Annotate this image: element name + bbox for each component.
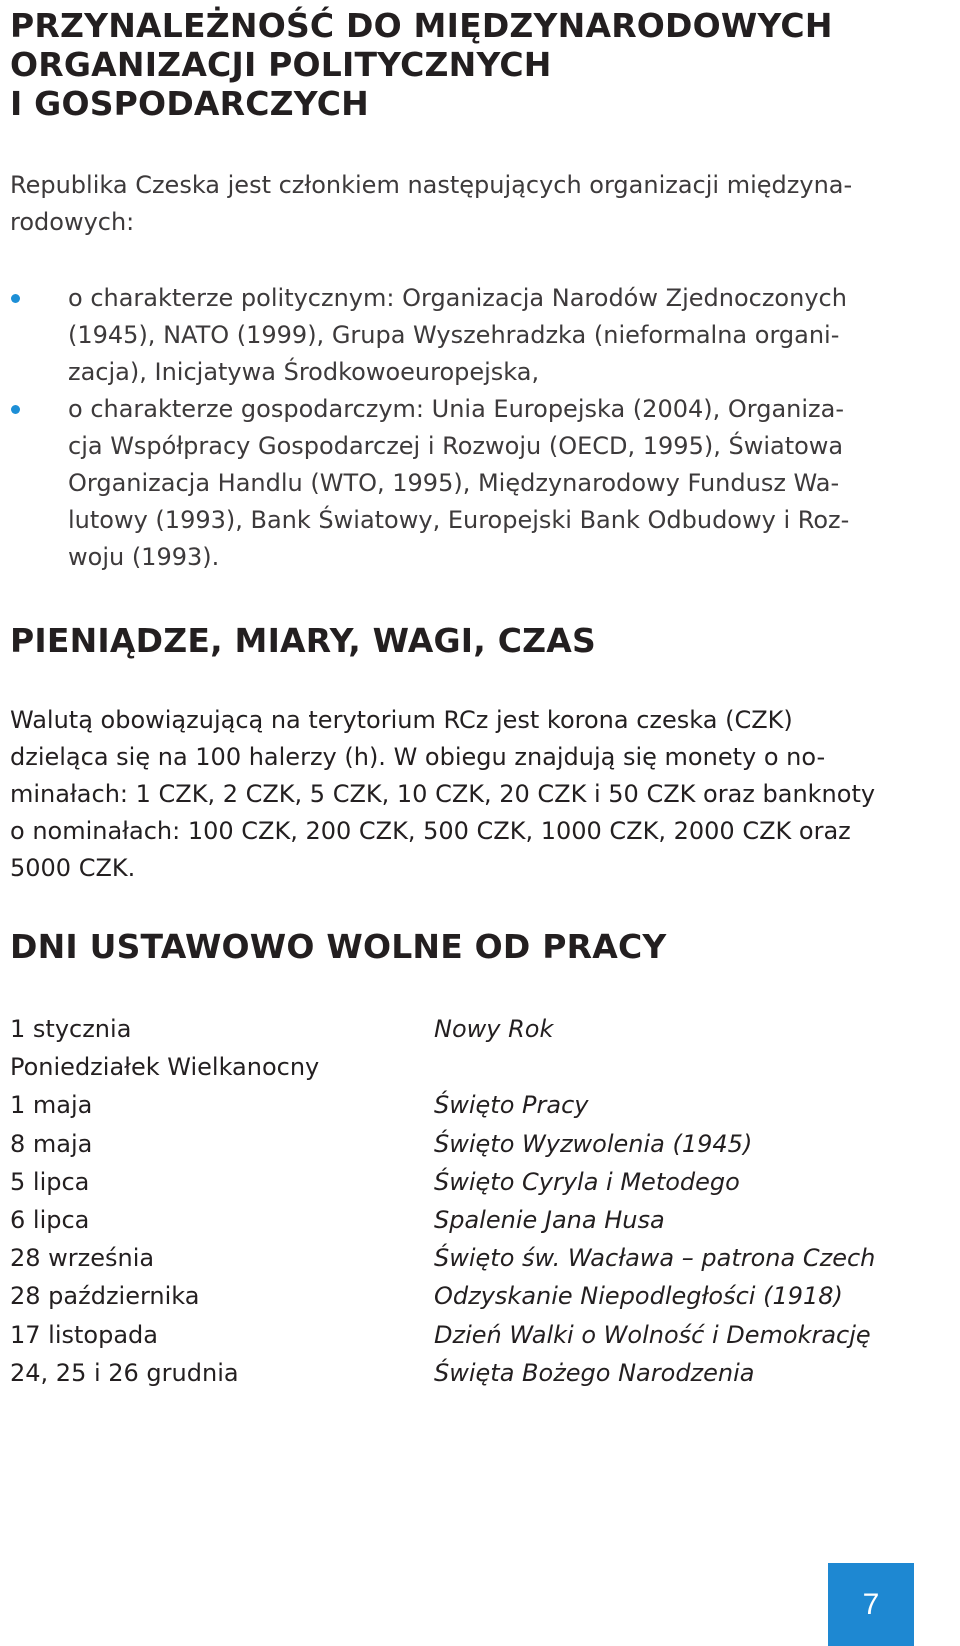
- table-row: [10, 1086, 955, 1124]
- holiday-name: Święto Pracy: [434, 1091, 589, 1120]
- section-title-money: PIENIĄDZE, MIARY, WAGI, CZAS: [10, 621, 596, 660]
- money-paragraph: [10, 702, 955, 887]
- bullet-line: woju (1993).: [68, 543, 220, 571]
- holidays-table: [10, 1010, 955, 1392]
- bullet-line: zacja), Inicjatywa Środkowoeuropejska,: [68, 358, 540, 386]
- list-item: [10, 280, 955, 391]
- paragraph-line: 5000 CZK.: [10, 854, 136, 882]
- title-line: ORGANIZACJI POLITYCZNYCH: [10, 45, 552, 84]
- holiday-name: Święto św. Wacława – patrona Czech: [434, 1244, 876, 1273]
- holiday-date: 8 maja: [10, 1129, 93, 1158]
- holiday-date: 28 września: [10, 1244, 155, 1273]
- holiday-date: Poniedziałek Wielkanocny: [10, 1053, 320, 1082]
- bullet-line: o charakterze gospodarczym: Unia Europejska (2004), Organiza-: [68, 395, 844, 423]
- title-line: PRZYNALEŻNOŚĆ DO MIĘDZYNARODOWYCH: [10, 6, 833, 45]
- holiday-name: Odzyskanie Niepodległości (1918): [434, 1282, 843, 1311]
- paragraph-line: dzieląca się na 100 halerzy (h). W obiegu znajdują się monety o no-: [10, 743, 826, 771]
- holiday-name: Święto Cyryla i Metodego: [434, 1167, 740, 1196]
- holiday-date: 28 października: [10, 1282, 200, 1311]
- page-number: 7: [862, 1587, 880, 1621]
- paragraph-line: minałach: 1 CZK, 2 CZK, 5 CZK, 10 CZK, 20 CZK i 50 CZK oraz banknoty: [10, 780, 876, 808]
- page-number-badge: [828, 1563, 914, 1646]
- holiday-name: Dzień Walki o Wolność i Demokrację: [434, 1320, 871, 1349]
- holiday-date: 17 listopada: [10, 1320, 158, 1349]
- table-row: [10, 1239, 955, 1277]
- section-title-holidays: DNI USTAWOWO WOLNE OD PRACY: [10, 927, 667, 966]
- holiday-name: Nowy Rok: [434, 1015, 554, 1043]
- holiday-name: Spalenie Jana Husa: [434, 1205, 665, 1234]
- table-row: [10, 1163, 955, 1201]
- table-row: [10, 1316, 955, 1354]
- list-item: [10, 391, 955, 576]
- holiday-name: Święta Bożego Narodzenia: [434, 1358, 755, 1387]
- intro-line: rodowych:: [10, 208, 135, 236]
- holiday-date: 1 stycznia: [10, 1015, 132, 1043]
- holiday-date: 1 maja: [10, 1091, 93, 1120]
- title-line: I GOSPODARCZYCH: [10, 84, 369, 123]
- bullet-line: Organizacja Handlu (WTO, 1995), Międzynarodowy Fundusz Wa-: [68, 469, 840, 497]
- bullet-line: o charakterze politycznym: Organizacja Narodów Zjednoczonych: [68, 284, 847, 312]
- bullet-line: lutowy (1993), Bank Światowy, Europejski Bank Odbudowy i Roz-: [68, 506, 850, 534]
- bullet-line: (1945), NATO (1999), Grupa Wyszehradzka (nieformalna organi-: [68, 321, 840, 349]
- holiday-date: 6 lipca: [10, 1205, 90, 1234]
- table-row: [10, 1354, 955, 1392]
- section-title-membership: [10, 6, 910, 123]
- holiday-date: 24, 25 i 26 grudnia: [10, 1358, 239, 1387]
- table-row: [10, 1277, 955, 1315]
- membership-intro: [10, 167, 955, 241]
- membership-list: [10, 280, 955, 576]
- paragraph-line: Walutą obowiązującą na terytorium RCz jest korona czeska (CZK): [10, 706, 793, 734]
- intro-line: Republika Czeska jest członkiem następujących organizacji międzyna-: [10, 171, 853, 199]
- paragraph-line: o nominałach: 100 CZK, 200 CZK, 500 CZK, 1000 CZK, 2000 CZK oraz: [10, 817, 851, 845]
- bullet-icon: [11, 294, 20, 303]
- holiday-date: 5 lipca: [10, 1167, 90, 1196]
- table-row: [10, 1048, 955, 1086]
- bullet-icon: [11, 405, 20, 414]
- table-row: [10, 1201, 955, 1239]
- table-row: [10, 1010, 955, 1048]
- holiday-name: Święto Wyzwolenia (1945): [434, 1129, 753, 1158]
- bullet-line: cja Współpracy Gospodarczej i Rozwoju (OECD, 1995), Światowa: [68, 432, 844, 460]
- table-row: [10, 1125, 955, 1163]
